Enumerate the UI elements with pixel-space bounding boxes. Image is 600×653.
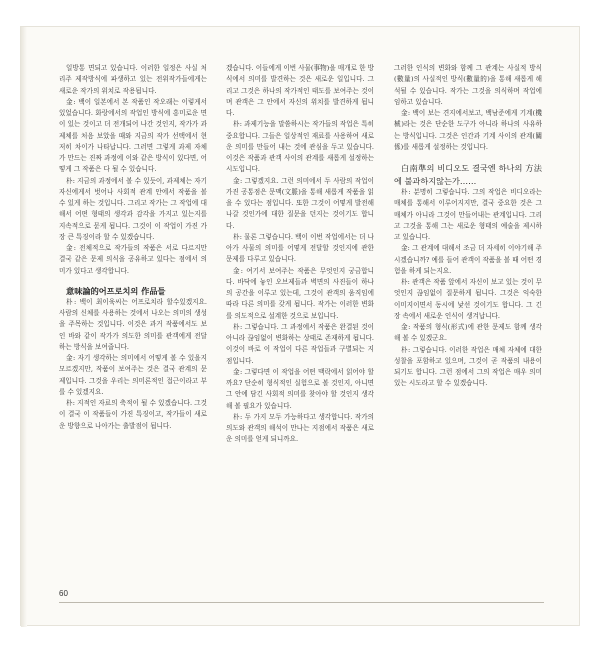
body-paragraph: 朴: 지적인 자료의 축적이 될 수 있겠습니다. 그것이 결국 이 작품들이 가진 특징이고, 작가들이 새로운 방향으로 나아가는 출발점이 됩니다. <box>59 399 207 430</box>
body-paragraph: 朴: 분명히 그렇습니다. 그의 작업은 비디오라는 매체를 통해서 이루어지지만, 결국 중요한 것은 그 매체가 아니라 그것이 만들어내는 관계입니다. 그리고 그것을 통해 그는 새로운 형태의 예술을 제시하고 있습니다. <box>394 188 542 241</box>
text-columns <box>59 63 544 603</box>
body-paragraph: 金: 자기 생각하는 의미에서 어떻게 볼 수 있을지 모르겠지만, 작품이 보여주는 것은 결국 관계의 문제입니다. 그것을 우리는 의미론적인 접근이라고 부를 수 있겠지요. <box>59 354 207 396</box>
body-paragraph: 金: 백이 일본에서 본 작품인 작오래는 이렇게서 있었습니다. 화랑에서의 작업인 방식에 흥미로운 면이 있는 것이고 더 전개되어 나간 것인지, 작가가 과제체를 처음 보았을 때와 지금의 작가 선택에서 현저히 차이가 나타납니다. 그러면 그렇게 과제 자체가 만드는 진짜 과정에 이와 같은 방식이 있다면, 어떻게 그 작품은 다 될 수 있습니다. <box>59 97 207 174</box>
body-paragraph: 金: 그렇다면 이 작업을 어떤 맥락에서 읽어야 할까요? 단순히 형식적인 실험으로 볼 것인지, 아니면 그 안에 담긴 사회적 의미를 찾아야 할 것인지 생각해 볼 필요가 있습니다. <box>226 367 374 410</box>
pull-quote-heading: 白南準의 비디오도 결국엔 하나의 方法에 불과하지않는가…… <box>394 163 542 186</box>
body-paragraph: 朴: 그렇습니다. 그 과정에서 작품은 완결된 것이 아니라 끊임없이 변화하는 상태로 존재하게 됩니다. 이것이 바로 이 작업이 다른 작업들과 구별되는 지점입니다. <box>226 322 374 365</box>
body-paragraph: 그러한 인식의 변화와 함께 그 관계는 사실적 방식(數量)의 사실적인 방식(數量的)을 통해 새롭게 해석될 수 있습니다. 작가는 그것을 의식하며 작업에 임하고 있습니다. <box>394 64 542 106</box>
body-paragraph: 金: 그 관계에 대해서 조금 더 자세히 이야기해 주시겠습니까? 예를 들어 관객이 작품을 볼 때 어떤 경험을 하게 되는지요. <box>394 244 542 275</box>
body-paragraph: 朴: 두 가지 모두 가능하다고 생각합니다. 작가의 의도와 관객의 해석이 만나는 지점에서 작품은 새로운 의미를 얻게 되니까요. <box>226 412 374 444</box>
page-number: 60 <box>59 589 68 598</box>
body-paragraph: 朴: 그렇습니다. 이러한 작업은 매체 자체에 대한 성찰을 포함하고 있으며, 그것이 곧 작품의 내용이 되기도 합니다. 그런 점에서 그의 작업은 매우 의미 있는 시도라고 할 수 있겠습니다. <box>394 345 542 388</box>
body-paragraph: 金: 여기서 보여주는 작품은 무엇인지 궁금합니다. 바닥에 놓인 오브제들과 벽면의 사진들이 하나의 공간을 이루고 있는데, 그것이 관객의 움직임에 따라 다른 의미를 갖게 됩니다. 작가는 이러한 변화를 의도적으로 설계한 것으로 보입니다. <box>226 266 374 320</box>
bottom-rule <box>59 602 544 603</box>
text-column-3 <box>394 63 542 603</box>
body-paragraph: 일방통 면되고 있습니다. 이러한 일정은 사실 처리주 제작방식에 파생하고 있는 전위작가들에게는 새로운 작가의 위치로 작용됩니다. <box>59 64 207 95</box>
body-paragraph: 朴: 백이 최이육씨는 어프로치라 할수있겠지요. 사람의 신체를 사용하는 것에서 나오는 의미의 생성을 주목하는 것입니다. 이것은 과거 작품에서도 보인 바와 같이 작가가 의도한 의미를 관객에게 전달하는 방식을 보여줍니다. <box>59 297 207 351</box>
body-paragraph: 金: 백이 보는 견지에서보고, 백남준에게 기계(機械)라는 것은 단순한 도구가 아니라 하나의 사유하는 방식입니다. 그것은 인간과 기계 사이의 관계(關係)를 새롭게 설정하는 것입니다. <box>394 109 542 151</box>
body-paragraph: 金: 작품의 형식(形式)에 관한 문제도 함께 생각해 볼 수 있겠군요. <box>394 323 542 343</box>
section-heading: 意味論的어프로치의 作品들 <box>66 285 166 296</box>
body-paragraph: 朴: 지금의 과정에서 볼 수 있듯이, 과제체는 자기 자신에게서 벗어나 사회적 관계 안에서 작품을 볼 수 있게 하는 것입니다. 그리고 작가는 그 작업에 대해서 어떤 형태의 생각과 감각을 가지고 있는지를 지속적으로 묻게 됩니다. 그것이 이 작업이 가진 가장 큰 특징이라 할 수 있겠습니다. <box>59 176 207 241</box>
body-paragraph: 朴: 물론 그렇습니다. 백이 이번 작업에서는 더 나아가 사물의 의미를 어떻게 전달할 것인지에 관한 문제를 다루고 있습니다. <box>226 232 374 264</box>
body-paragraph: 겠습니다. 이들에게 이번 사물(事物)을 매개로 한 방식에서 의미를 발견하는 것은 새로운 일입니다. 그리고 그것은 하나의 작가적인 태도를 보여주는 것이며 관객은 그 안에서 자신의 위치를 발견하게 됩니다. <box>226 64 374 117</box>
page-spine-shadow <box>21 27 27 627</box>
body-paragraph: 金: 그렇겠지요. 그런 의미에서 두 사람의 작업이 가진 공통점은 문맥(文脈)을 통해 새롭게 작품을 읽을 수 있다는 점입니다. 또한 그것이 어떻게 발전해 나갈 것인가에 대한 질문을 던지는 것이기도 합니다. <box>226 176 374 230</box>
body-paragraph: 朴: 관객은 작품 앞에서 자신이 보고 있는 것이 무엇인지 끊임없이 질문하게 됩니다. 그것은 익숙한 이미지이면서 동시에 낯선 것이기도 합니다. 그 긴장 속에서 새로운 인식이 생겨납니다. <box>394 278 542 320</box>
text-column-1 <box>59 63 207 603</box>
text-column-2 <box>226 63 374 603</box>
body-paragraph: 金: 전체적으로 작가들의 작품은 서로 다르지만 결국 같은 문제 의식을 공유하고 있다는 점에서 의미가 있다고 생각합니다. <box>59 244 207 275</box>
body-paragraph: 朴: 과제기능을 말씀하시는 작가들의 작업은 특히 중요합니다. 그들은 일상적인 재료를 사용하여 새로운 의미를 만들어 내는 것에 관심을 두고 있습니다. 이것은 작품과 관객 사이의 관계를 새롭게 설정하는 시도입니다. <box>226 120 374 174</box>
magazine-page <box>20 26 580 626</box>
